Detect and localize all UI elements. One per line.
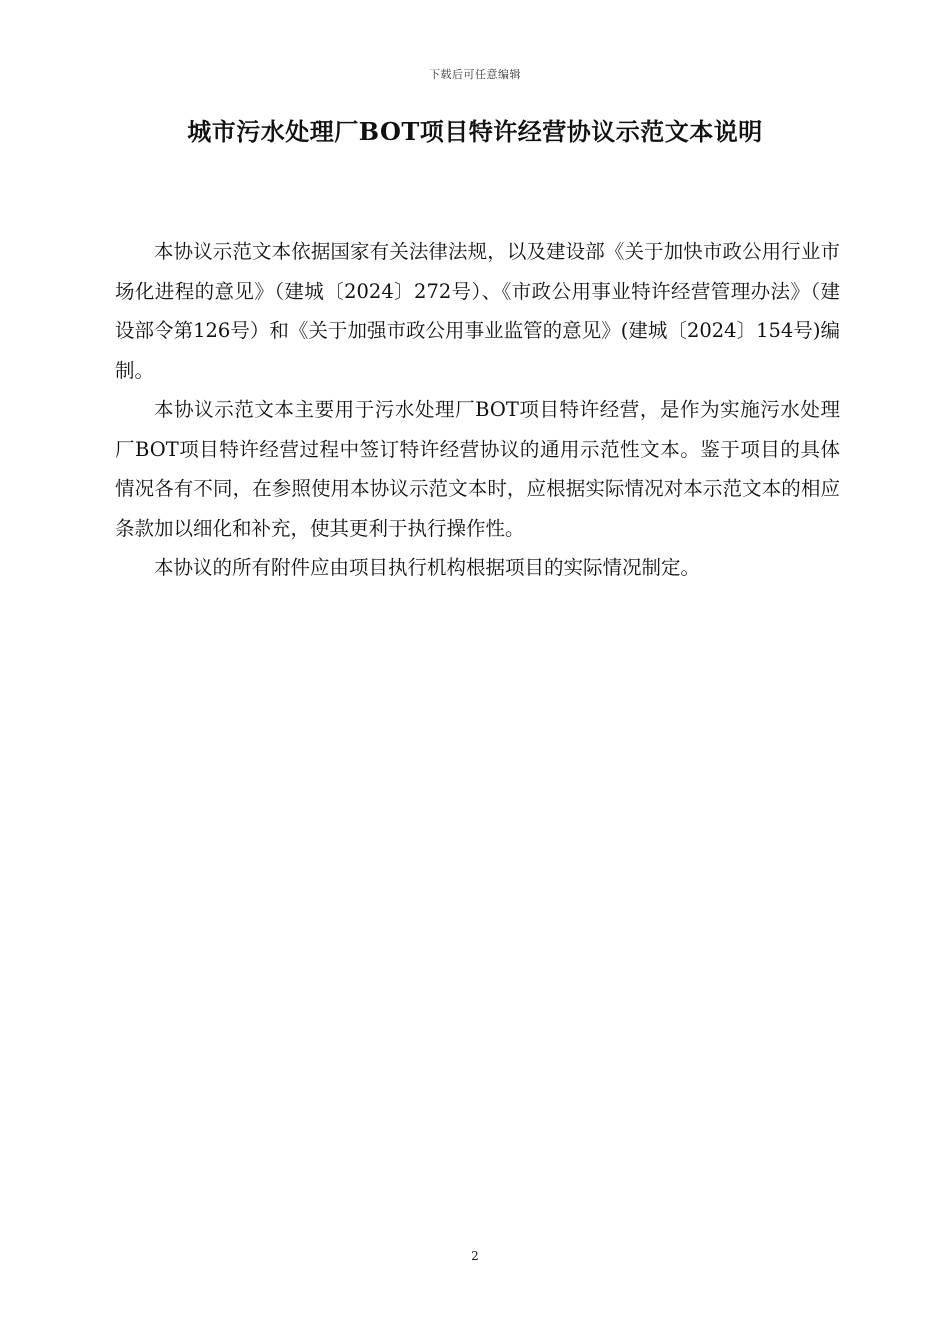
document-body xyxy=(115,232,840,588)
paragraph-annex: 本协议的所有附件应由项目执行机构根据项目的实际情况制定。 xyxy=(154,556,701,579)
paragraph-basis: 本协议示范文本依据国家有关法律法规，以及建设部《关于加快市政公用行业市场化进程的意见》（建城〔2024〕272号）、《市政公用事业特许经营管理办法》（建设部令第126号）和《关于加强市政公用事业监管的意见》(建城〔2024〕154号)编制。 xyxy=(115,240,840,382)
paragraph-usage: 本协议示范文本主要用于污水处理厂BOT项目特许经营，是作为实施污水处理厂BOT项目特许经营过程中签订特许经营协议的通用示范性文本。鉴于项目的具体情况各有不同，在参照使用本协议示范文本时，应根据实际情况对本示范文本的相应条款加以细化和补充，使其更利于执行操作性。 xyxy=(115,398,840,540)
document-title: 城市污水处理厂BOT项目特许经营协议示范文本说明 xyxy=(187,117,763,146)
page-number: 2 xyxy=(471,1249,479,1263)
header-note: 下载后可任意编辑 xyxy=(429,68,521,81)
